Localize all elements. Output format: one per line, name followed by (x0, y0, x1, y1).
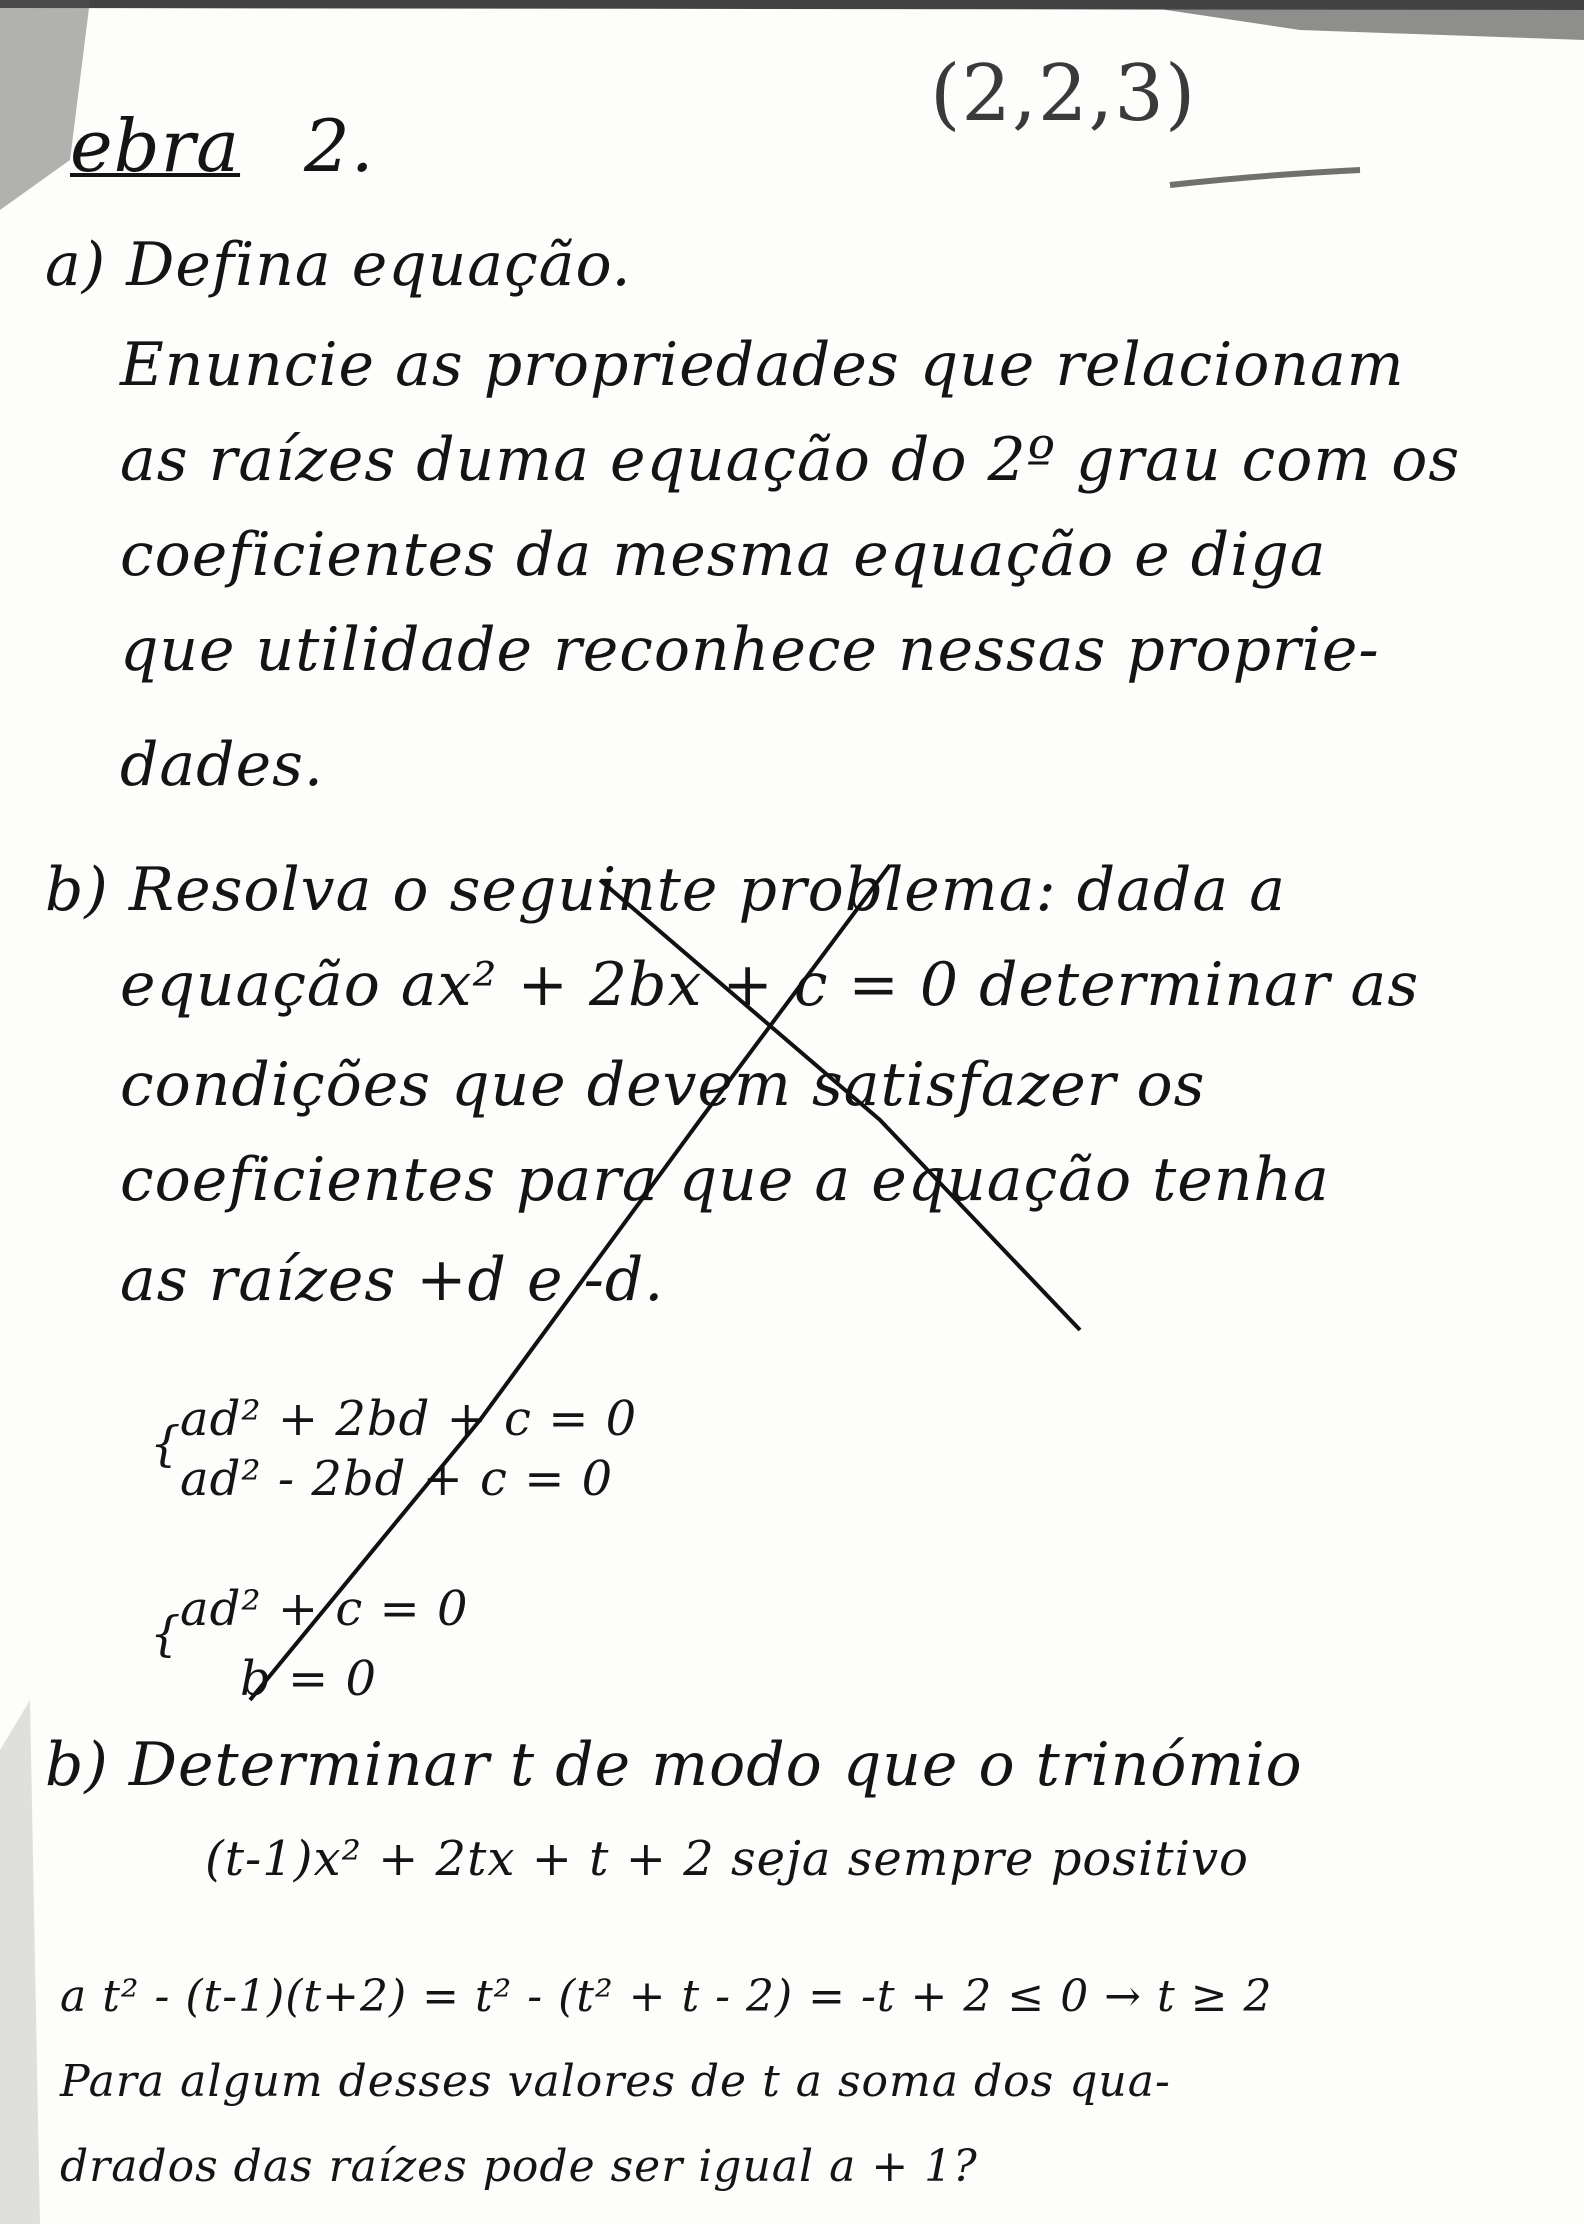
question-b1-line: as raízes +d e -d. (120, 1245, 665, 1315)
question-a-line: Enuncie as propriedades que relacionam (120, 330, 1405, 400)
question-a-line: a) Defina equação. (45, 230, 632, 300)
question-b1-line: coeficientes para que a equação tenha (120, 1145, 1330, 1215)
question-b2-line: b) Determinar t de modo que o trinómio (45, 1730, 1303, 1800)
question-a-line: coeficientes da mesma equação e diga (120, 520, 1327, 590)
system-2-eq: b = 0 (240, 1651, 377, 1707)
question-b2-line: Para algum desses valores de t a soma dos qua- (60, 2056, 1171, 2107)
corner-code: (2,2,3) (930, 49, 1197, 139)
title-word: ebra (70, 104, 241, 188)
question-b2-line: drados das raízes pode ser igual a + 1? (60, 2141, 978, 2192)
question-a-line: dades. (120, 730, 324, 800)
brace-1: { (150, 1416, 182, 1472)
system-1-eq: ad² + 2bd + c = 0 (180, 1391, 638, 1447)
question-b1-line: b) Resolva o seguinte problema: dada a (45, 855, 1286, 925)
system-2-eq: ad² + c = 0 (180, 1581, 469, 1637)
question-b2-line: (t-1)x² + 2tx + t + 2 seja sempre positivo (205, 1831, 1249, 1887)
working-line: a t² - (t-1)(t+2) = t² - (t² + t - 2) = -t + 2 ≤ 0 → t ≥ 2 (60, 1971, 1273, 2022)
question-b1-line: equação ax² + 2bx + c = 0 determinar as (120, 950, 1420, 1020)
brace-2: { (150, 1606, 182, 1662)
system-1-eq: ad² - 2bd + c = 0 (180, 1451, 614, 1507)
question-a-line: as raízes duma equação do 2º grau com os (120, 425, 1461, 495)
title-number: 2. (303, 104, 375, 188)
question-b1-line: condições que devem satisfazer os (120, 1050, 1206, 1120)
title-line (70, 104, 375, 188)
question-a-line: que utilidade reconhece nessas proprie- (120, 615, 1380, 685)
